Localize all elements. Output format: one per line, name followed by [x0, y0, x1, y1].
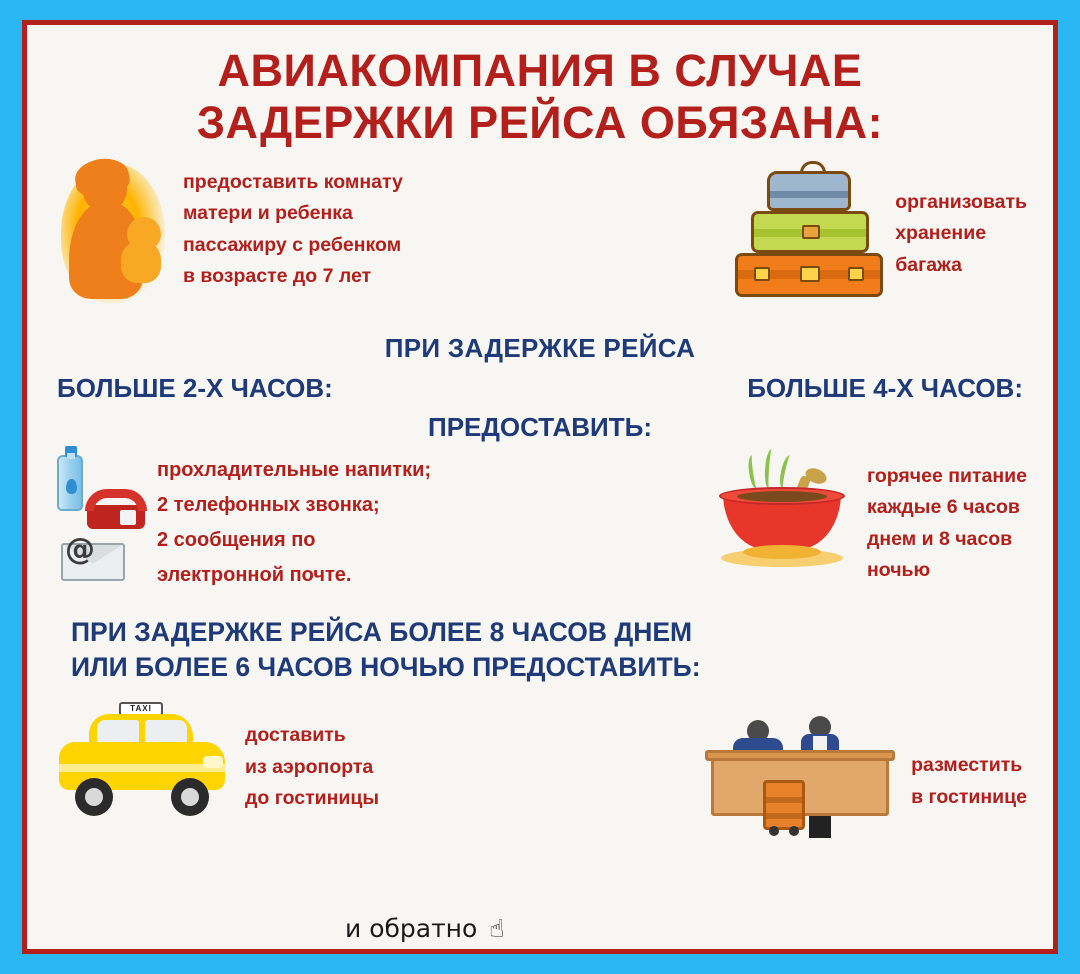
telephone-icon: [87, 487, 145, 533]
hotel-text: разместить в гостинице: [911, 754, 1027, 808]
taxi-car-icon: [53, 698, 231, 828]
pointing-up-icon: ☝: [489, 914, 505, 943]
hotel-reception-icon: [705, 698, 895, 838]
delay-heading: ПРИ ЗАДЕРЖКЕ РЕЙСА: [384, 332, 696, 363]
transfer-text: доставить из аэропорта до гостиницы: [245, 724, 380, 810]
block-mother-room: [53, 157, 403, 307]
long-delay-heading: [53, 615, 1027, 687]
block-hotel: [705, 698, 1027, 838]
mother-and-child-icon: [53, 157, 173, 307]
drinks-calls-text: прохладительные напитки; 2 телефонных звонка; 2 сообщения по электронной почте.: [157, 458, 432, 586]
section-services: [53, 453, 1027, 593]
long-delay-heading-line-1: ПРИ ЗАДЕРЖКЕ РЕЙСА БОЛЕЕ 8 ЧАСОВ ДНЕМ: [71, 616, 693, 647]
water-bottle-icon: [57, 455, 83, 511]
poster: [22, 20, 1058, 954]
long-delay-heading-line-2: ИЛИ БОЛЕЕ 6 ЧАСОВ НОЧЬЮ ПРЕДОСТАВИТЬ:: [71, 652, 701, 683]
block-drinks-calls: [53, 453, 431, 593]
hot-meals-text: горячее питание каждые 6 часов днем и 8 часов ночью: [866, 464, 1027, 582]
drinks-calls-icons: [53, 453, 153, 593]
section-transfer-hotel: [53, 698, 1027, 838]
block-luggage-storage: [729, 157, 1027, 307]
suitcases-icon: [729, 157, 889, 297]
luggage-storage-text: организовать хранение багажа: [895, 190, 1027, 276]
handwritten-note-text: и обратно: [345, 914, 478, 943]
delay-threshold-4h: БОЛЬШЕ 4-Х ЧАСОВ:: [747, 372, 1023, 403]
email-icon: @: [61, 537, 125, 581]
delay-thresholds: [53, 373, 1027, 404]
hot-soup-icon: [709, 453, 859, 593]
page-title-line-2: ЗАДЕРЖКИ РЕЙСА ОБЯЗАНА:: [196, 96, 884, 148]
mother-room-text: предоставить комнату матери и ребенка пассажиру с ребенком в возрасте до 7 лет: [183, 170, 403, 288]
delay-threshold-2h: БОЛЬШЕ 2-Х ЧАСОВ:: [57, 372, 333, 403]
taxi-sign-label: TAXI: [119, 702, 163, 716]
block-hot-meals: [709, 453, 1027, 593]
handwritten-note: [345, 914, 505, 943]
provide-label: ПРЕДОСТАВИТЬ:: [428, 411, 652, 442]
section-obligations-top: [53, 157, 1027, 307]
page-title-line-1: АВИАКОМПАНИЯ В СЛУЧАЕ: [217, 45, 863, 96]
block-transfer: [53, 698, 379, 828]
page-title: [53, 45, 1027, 149]
